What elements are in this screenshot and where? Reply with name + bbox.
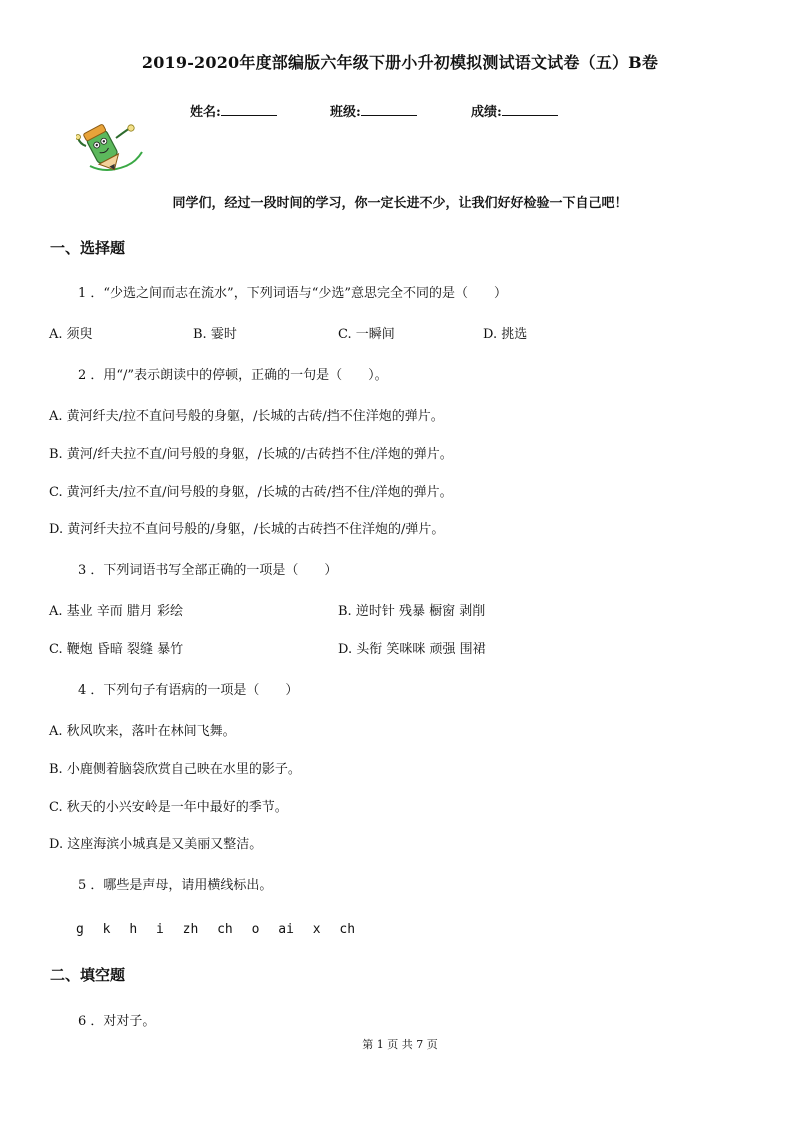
- class-blank: [361, 103, 417, 116]
- score-field: [471, 101, 558, 120]
- page-title: 2019-2020年度部编版六年级下册小升初模拟测试语文试卷（五）B卷: [141, 53, 659, 72]
- name-label: 姓名:: [190, 105, 221, 120]
- pinyin-letter: ch: [217, 922, 233, 937]
- question-4-option-a: A. 秋风吹来，落叶在林间飞舞。: [49, 724, 236, 739]
- question-2-option-d: D. 黄河纤夫拉不直问号般的/身躯，/长城的古砖挡不住洋炮的/弹片。: [49, 522, 445, 537]
- question-2-option-a: A. 黄河纤夫/拉不直问号般的身躯，/长城的古砖/挡不住洋炮的弹片。: [49, 409, 444, 424]
- score-blank: [502, 103, 558, 116]
- question-4-option-c: C. 秋天的小兴安岭是一年中最好的季节。: [49, 800, 288, 815]
- class-field: [330, 101, 417, 120]
- question-2-option-c: C. 黄河纤夫/拉不直/问号般的身躯，/长城的古砖/挡不住/洋炮的弹片。: [49, 485, 453, 500]
- question-2-stem: 2 ．用“/”表示朗读中的停顿，正确的一句是（ ）。: [78, 368, 388, 383]
- question-5-stem: 5 ．哪些是声母，请用横线标出。: [78, 878, 273, 893]
- question-1-option-d: D. 挑选: [483, 327, 528, 342]
- question-4-option-b: B. 小鹿侧着脑袋欣赏自己映在水里的影子。: [49, 762, 301, 777]
- page-footer: 第 1 页 共 7 页: [362, 1038, 438, 1051]
- class-label: 班级:: [330, 105, 361, 120]
- question-1-option-c: C. 一瞬间: [338, 327, 395, 342]
- question-4-option-d: D. 这座海滨小城真是又美丽又整洁。: [49, 837, 263, 852]
- question-3-option-b: B. 逆时针 残暴 橱窗 剥削: [338, 604, 486, 619]
- question-4-stem: 4 ．下列句子有语病的一项是（ ）: [78, 683, 299, 698]
- section-choice-heading: 一、选择题: [50, 239, 126, 257]
- question-6-stem: 6 ．对对子。: [78, 1014, 156, 1029]
- pinyin-letter: g: [76, 922, 84, 937]
- section-fill-heading: 二、填空题: [50, 966, 126, 984]
- pinyin-letter: ch: [339, 922, 356, 937]
- pinyin-letter: k: [102, 922, 111, 937]
- question-1-stem: 1 ．“少选之间而志在流水”，下列词语与“少选”意思完全不同的是（ ）: [78, 286, 507, 301]
- name-blank: [221, 103, 277, 116]
- pinyin-letter: zh: [182, 922, 199, 937]
- question-2-option-b: B. 黄河/纤夫拉不直/问号般的身躯，/长城的/古砖挡不住/洋炮的弹片。: [49, 447, 453, 462]
- question-3-stem: 3 ．下列词语书写全部正确的一项是（ ）: [78, 563, 338, 578]
- pinyin-letter: h: [129, 922, 138, 937]
- pinyin-letter: ai: [278, 922, 294, 937]
- question-1-option-a: A. 须臾: [49, 327, 93, 342]
- greeting-text: 同学们，经过一段时间的学习，你一定长进不少，让我们好好检验一下自己吧！: [172, 196, 628, 211]
- question-3-option-c: C. 鞭炮 昏暗 裂缝 暴竹: [49, 642, 184, 657]
- score-label: 成绩:: [471, 105, 502, 120]
- pinyin-letter: x: [312, 922, 321, 937]
- pinyin-letter-list: [76, 922, 366, 937]
- name-field: [190, 101, 277, 120]
- pinyin-letter: o: [251, 922, 260, 937]
- pencil-mascot-icon: [76, 122, 144, 178]
- question-3-option-d: D. 头衔 笑咪咪 顽强 围裙: [338, 642, 486, 657]
- question-1-option-b: B. 霎时: [193, 327, 237, 342]
- question-3-option-a: A. 基业 辛而 腊月 彩绘: [49, 604, 184, 619]
- pinyin-letter: i: [155, 922, 164, 937]
